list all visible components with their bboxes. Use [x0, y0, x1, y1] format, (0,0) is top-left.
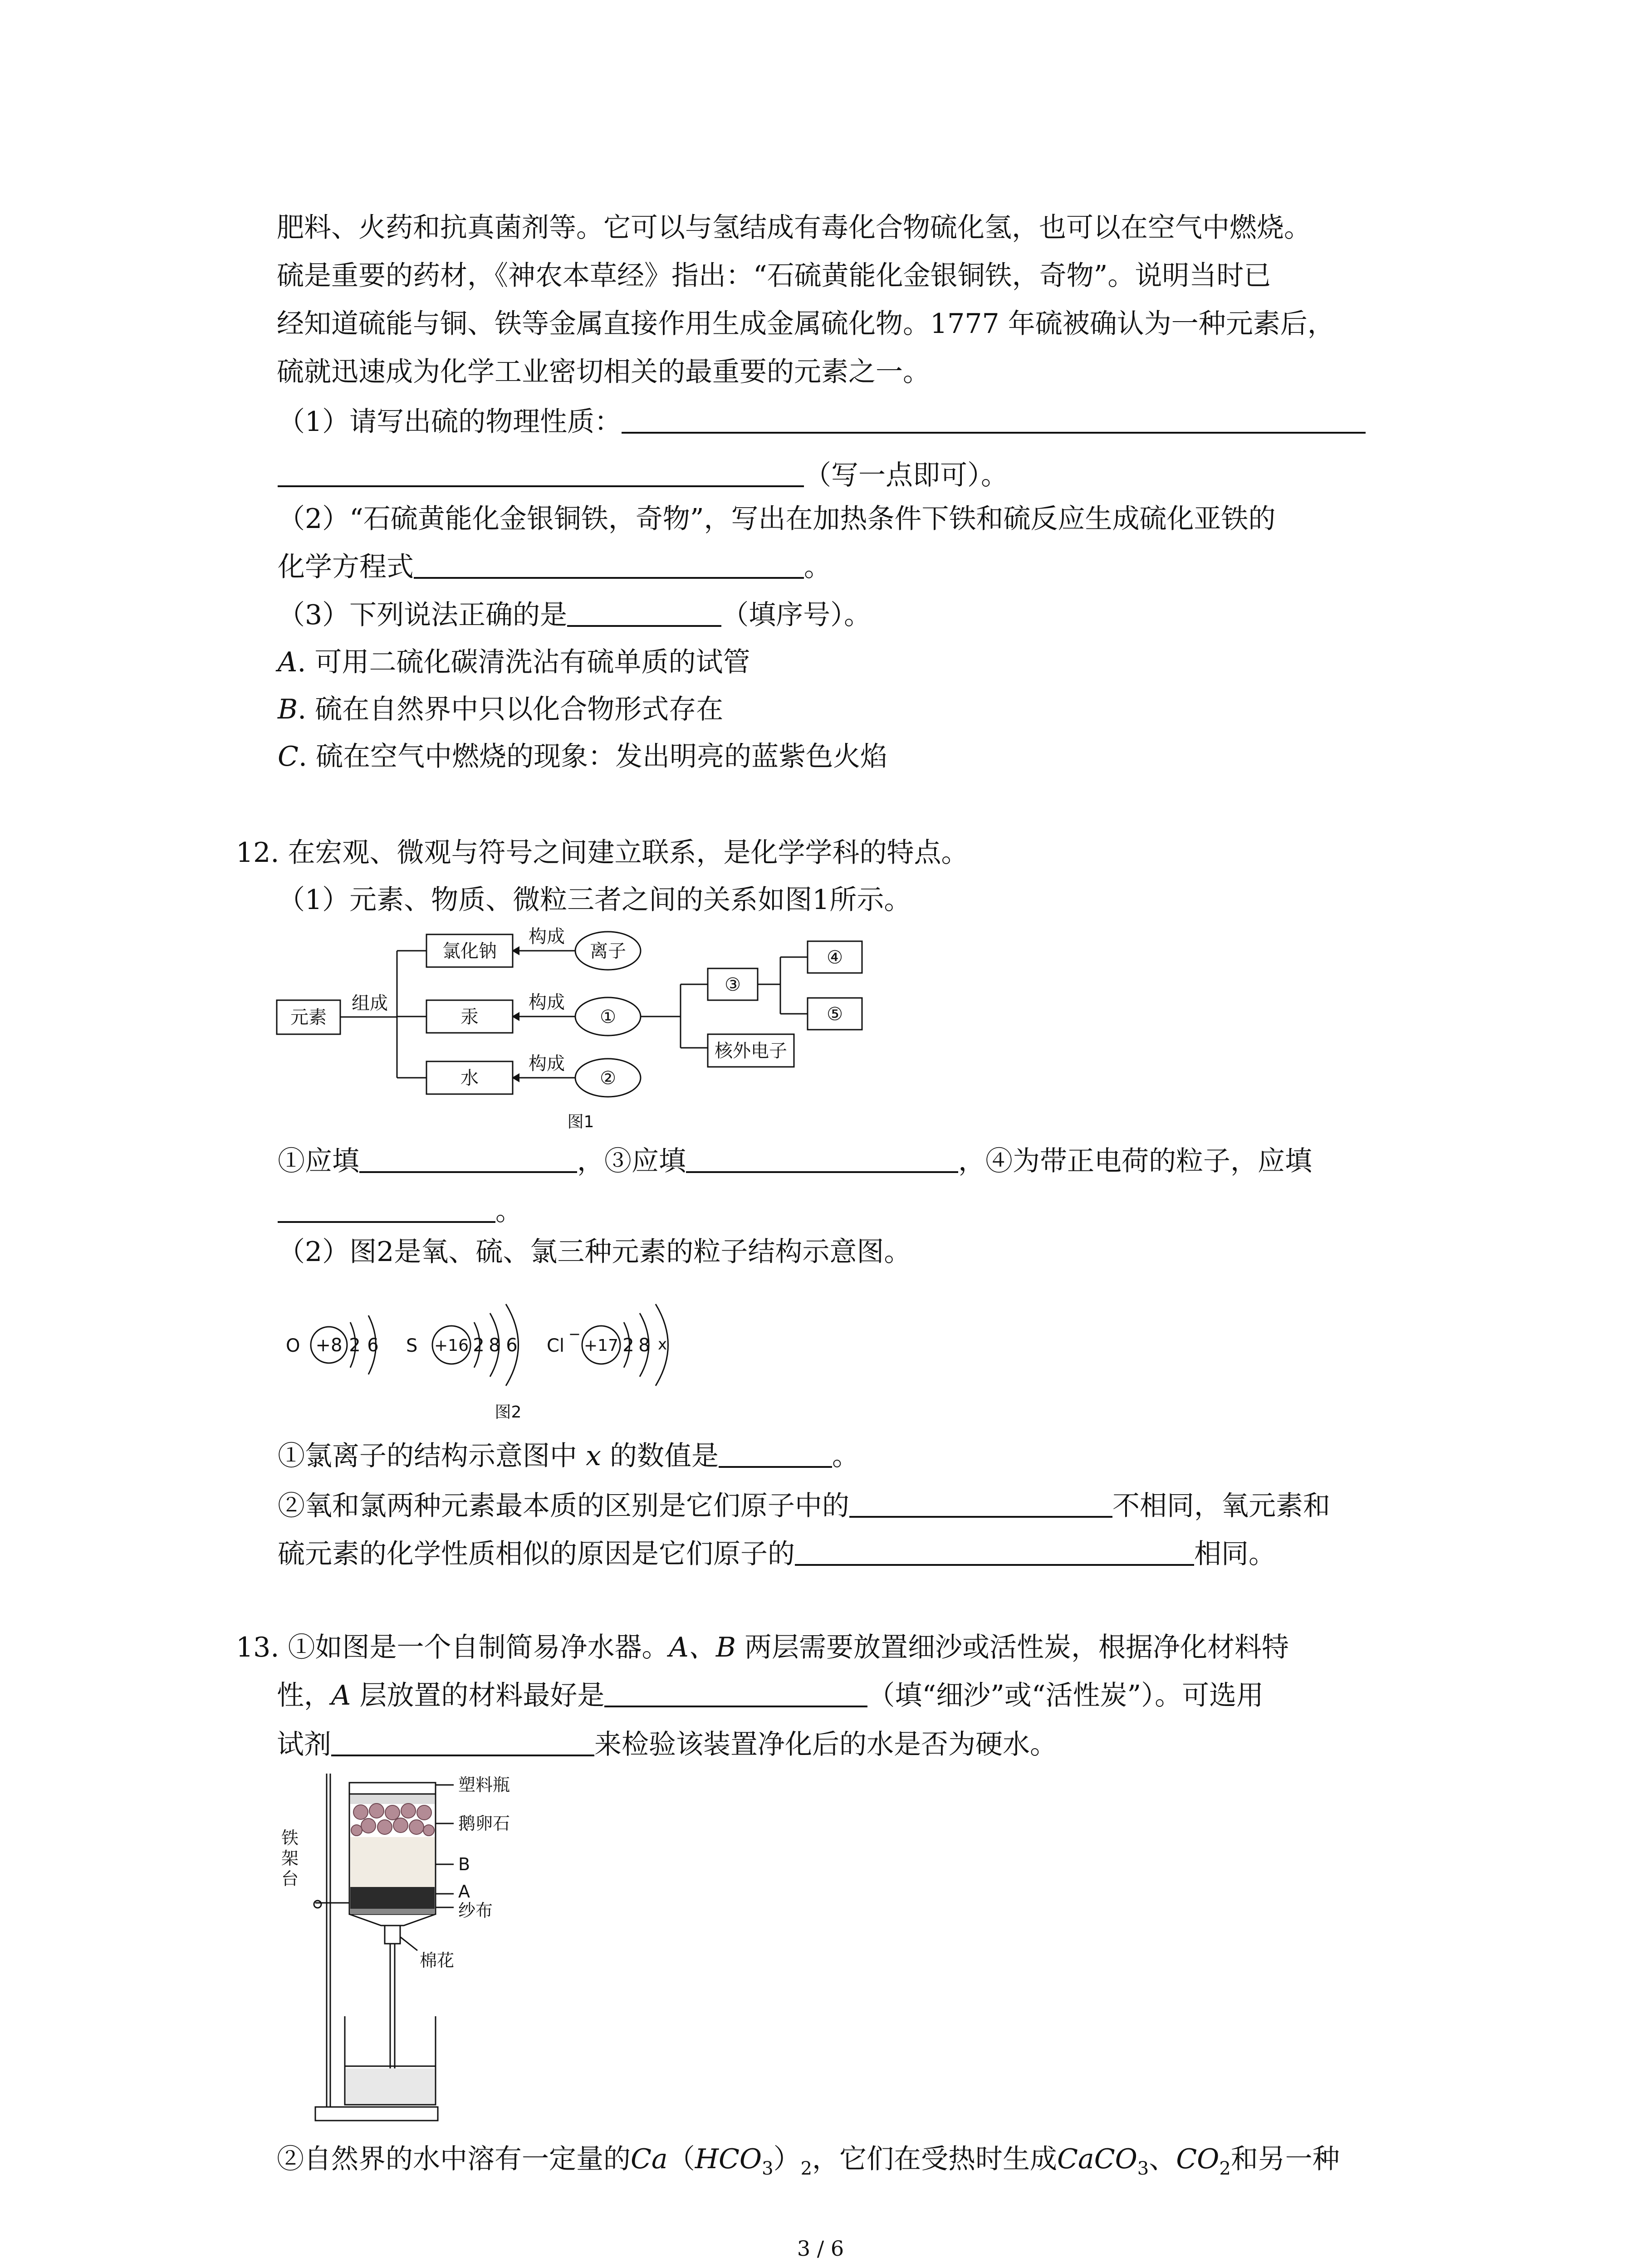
fig1-nacl: 氯化钠 — [442, 941, 497, 962]
q12-sub3-blank[interactable] — [795, 1537, 1194, 1566]
q13-line2-c: （填“细沙”或“活性炭”）。可选用 — [867, 1680, 1264, 1711]
formula-co: CO — [1176, 2143, 1220, 2175]
q11-part1-blank[interactable] — [622, 405, 1366, 434]
q13-line3-a: 试剂 — [277, 1729, 331, 1760]
fig-bottle-label: 塑料瓶 — [458, 1775, 510, 1795]
q12-part1: （1）元素、物质、微粒三者之间的关系如图1所示。 — [278, 884, 911, 916]
q12-sub3 — [278, 1536, 1276, 1572]
fig2-cl-e1: 2 — [622, 1335, 634, 1356]
fig1-circle-4: ④ — [827, 947, 843, 968]
q12-number: 12. — [236, 837, 279, 869]
q13-blank-material[interactable] — [604, 1678, 867, 1707]
fig2-s-e1: 2 — [473, 1335, 485, 1356]
option-text: . 可用二硫化碳清洗沾有硫单质的试管 — [297, 646, 750, 678]
fig1-water: 水 — [460, 1068, 479, 1089]
figure-2-diagram — [272, 1279, 708, 1424]
fig1-mercury: 汞 — [460, 1007, 479, 1027]
q11-part2-blank[interactable] — [414, 550, 804, 579]
figure-1-diagram — [272, 925, 880, 1134]
fig2-o-e2: 6 — [367, 1335, 379, 1356]
q12-sub3-a: 硫元素的化学性质相似的原因是它们原子的 — [278, 1538, 795, 1570]
q11-part3-suffix: （填序号）。 — [721, 599, 872, 631]
q12-blank-4[interactable] — [278, 1194, 495, 1223]
formula-hco-sub: 3 — [762, 2158, 774, 2179]
q11-part3 — [278, 597, 871, 633]
q11-part1-cont — [278, 457, 1008, 494]
fig1-ion: 离子 — [590, 941, 626, 962]
fig1-element: 元素 — [290, 1007, 327, 1028]
option-letter: B — [278, 694, 298, 725]
fig-cotton-label: 棉花 — [420, 1950, 455, 1970]
fig-stand-label-2: 架 — [281, 1848, 299, 1868]
option-text: . 硫在自然界中只以化合物形式存在 — [298, 694, 724, 725]
q11-part3-blank[interactable] — [567, 598, 721, 627]
q11-option-b — [278, 691, 723, 728]
fig1-electron: 核外电子 — [715, 1041, 787, 1061]
q13-line4-a: ②自然界的水中溶有一定量的 — [277, 2143, 631, 2175]
q12-sub2-b: 不相同，氧元素和 — [1112, 1490, 1330, 1522]
fig-stand-label-1: 铁 — [281, 1828, 299, 1848]
q12-part2: （2）图2是氧、硫、氯三种元素的粒子结构示意图。 — [278, 1236, 911, 1268]
option-letter: C — [278, 741, 299, 772]
formula-caco: CaCO — [1057, 2143, 1137, 2175]
q11-part2-end: 。 — [804, 551, 831, 583]
q11-part1-suffix: （写一点即可）。 — [804, 459, 1008, 491]
q12-sub1 — [278, 1438, 859, 1474]
q12-fill-line — [278, 1143, 1312, 1179]
q13-line-1 — [236, 1629, 1289, 1666]
q13-line2-a: 性， — [277, 1680, 331, 1711]
q11-part3-label: （3）下列说法正确的是 — [278, 599, 568, 631]
q12-sub3-b: 相同。 — [1194, 1538, 1276, 1570]
option-letter: A — [278, 646, 298, 678]
q13-line2-A: A — [331, 1680, 351, 1711]
formula-caco-sub: 3 — [1137, 2158, 1149, 2179]
fig2-cl-symbol: Cl — [547, 1335, 565, 1356]
fig2-cl-e2: 8 — [638, 1335, 650, 1356]
water-purifier-figure — [272, 1769, 554, 2132]
option-text: . 硫在空气中燃烧的现象：发出明亮的蓝紫色火焰 — [298, 741, 888, 772]
fig2-caption: 图2 — [495, 1403, 522, 1422]
fig2-s-e2: 8 — [489, 1335, 500, 1356]
fig2-s-e3: 6 — [506, 1335, 518, 1356]
q11-part2-line-1: （2）“石硫黄能化金银铜铁，奇物”，写出在加热条件下铁和硫反应生成硫化亚铁的 — [278, 503, 1276, 535]
fig2-s-nucleus: +16 — [434, 1336, 469, 1355]
fig-gauze-label: 纱布 — [458, 1901, 493, 1921]
q12-fill-end: 。 — [495, 1195, 523, 1227]
q12-fill-b: ，③应填 — [577, 1145, 686, 1177]
fig-layer-a-label: A — [458, 1882, 470, 1901]
q12-blank-1[interactable] — [359, 1144, 577, 1173]
fig1-circle-1: ① — [600, 1007, 616, 1027]
formula-separator: 、 — [1149, 2143, 1176, 2175]
q12-blank-3[interactable] — [686, 1144, 958, 1173]
fig2-s-symbol: S — [406, 1335, 418, 1356]
fig1-compose: 组成 — [352, 993, 388, 1014]
formula-outer-sub: 2 — [800, 2158, 813, 2179]
q12-sub1-blank[interactable] — [719, 1439, 832, 1468]
q12-sub1-end: 。 — [832, 1440, 859, 1472]
q13-line3-b: 来检验该装置净化后的水是否为硬水。 — [594, 1729, 1057, 1760]
q13-line1-a: ①如图是一个自制简易净水器。 — [288, 1632, 669, 1663]
q11-part1-label: （1）请写出硫的物理性质： — [278, 406, 622, 438]
fig-stand-label-3: 台 — [281, 1869, 299, 1889]
fig2-cl-nucleus: +17 — [584, 1336, 618, 1355]
intro-line-1: 肥料、火药和抗真菌剂等。它可以与氢结成有毒化合物硫化氢，也可以在空气中燃烧。 — [277, 212, 1311, 244]
q12-fill-line-2 — [278, 1193, 523, 1229]
q13-blank-reagent[interactable] — [331, 1727, 594, 1756]
intro-line-4: 硫就迅速成为化学工业密切相关的最重要的元素之一。 — [277, 356, 930, 388]
fig2-o-symbol: O — [286, 1335, 300, 1356]
fig1-constitute-2: 构成 — [529, 992, 565, 1013]
q12-fill-c: ，④为带正电荷的粒子，应填 — [958, 1145, 1312, 1177]
q11-part2-label: 化学方程式 — [278, 551, 414, 583]
q13-line1-b: 两层需要放置细沙或活性炭，根据净化材料特 — [745, 1632, 1289, 1663]
q12-sub2-a: ②氧和氯两种元素最本质的区别是它们原子中的 — [278, 1490, 849, 1522]
fig1-circle-2: ② — [600, 1068, 616, 1089]
formula-paren-close: ） — [773, 2143, 801, 2175]
q11-option-c — [278, 738, 887, 775]
intro-line-2: 硫是重要的药材，《神农本草经》指出：“石硫黄能化金银铜铁，奇物”。说明当时已 — [277, 260, 1271, 292]
fig2-o-nucleus: +8 — [315, 1335, 343, 1356]
q11-part1 — [278, 404, 1366, 440]
q12-title-line — [236, 835, 969, 871]
q13-line1-ab: A、B — [669, 1632, 736, 1663]
fig1-constitute-1: 构成 — [529, 926, 565, 947]
q12-sub1-a: ①氯离子的结构示意图中 — [278, 1440, 577, 1472]
q11-option-a — [278, 644, 750, 680]
page-number: 3 / 6 — [797, 2236, 844, 2261]
q11-part1-blank-2[interactable] — [278, 458, 804, 487]
fig2-cl-e3: x — [657, 1335, 667, 1354]
formula-paren-open: （ — [667, 2143, 695, 2175]
fig1-circle-5: ⑤ — [827, 1004, 843, 1025]
fig-layer-b-label: B — [458, 1854, 470, 1874]
q11-part2-line-2 — [278, 549, 831, 585]
q13-line4-b: ，它们在受热时生成 — [812, 2143, 1058, 2175]
q12-sub2-blank[interactable] — [849, 1489, 1112, 1518]
formula-co-sub: 2 — [1219, 2158, 1231, 2179]
q12-sub2 — [278, 1488, 1330, 1524]
intro-line-3: 经知道硫能与铜、铁等金属直接作用生成金属硫化物。1777 年硫被确认为一种元素后， — [277, 308, 1335, 340]
q13-line-3 — [277, 1726, 1057, 1763]
fig2-o-e1: 2 — [349, 1335, 361, 1356]
q12-sub1-var: x — [586, 1440, 601, 1472]
q13-line-4 — [277, 2141, 1340, 2187]
q13-number: 13. — [236, 1632, 279, 1663]
q13-line2-b: 层放置的材料最好是 — [359, 1680, 605, 1711]
q13-line4-c: 和另一种 — [1230, 2143, 1340, 2175]
fig1-circle-3: ③ — [725, 974, 741, 995]
q12-fill-a: ①应填 — [278, 1145, 359, 1177]
fig-pebble-label: 鹅卵石 — [458, 1813, 510, 1833]
q13-line-2 — [277, 1677, 1264, 1714]
fig1-constitute-3: 构成 — [529, 1053, 565, 1074]
fig1-caption: 图1 — [567, 1113, 594, 1131]
q12-title: 在宏观、微观与符号之间建立联系，是化学学科的特点。 — [288, 837, 969, 869]
fig2-cl-charge: − — [568, 1325, 581, 1343]
formula-hco: HCO — [695, 2143, 762, 2175]
formula-ca: Ca — [631, 2143, 668, 2175]
q12-sub1-b: 的数值是 — [610, 1440, 719, 1472]
